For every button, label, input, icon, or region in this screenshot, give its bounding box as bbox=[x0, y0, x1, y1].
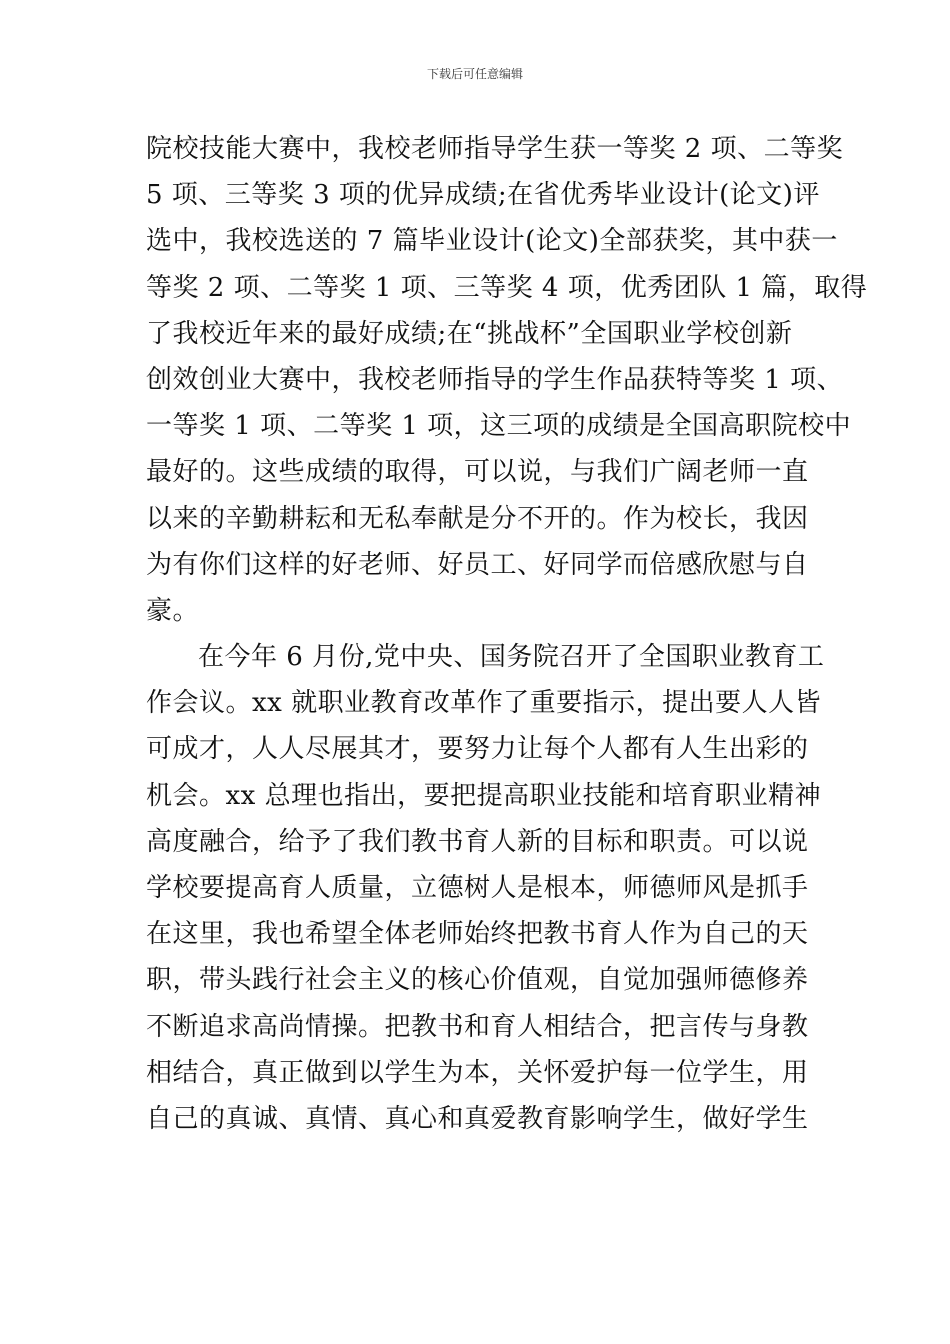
text-line: 高度融合，给予了我们教书育人新的目标和职责。可以说 bbox=[146, 826, 809, 857]
text-line: 豪。 bbox=[146, 595, 200, 626]
text-line: 选中，我校选送的 7 篇毕业设计(论文)全部获奖，其中获一 bbox=[146, 226, 838, 257]
paragraph-1 bbox=[146, 126, 868, 634]
text-line: 不断追求高尚情操。把教书和育人相结合，把言传与身教 bbox=[146, 1011, 809, 1042]
text-line: 机会。xx 总理也指出，要把提高职业技能和培育职业精神 bbox=[146, 780, 822, 811]
text-line: 以来的辛勤耕耘和无私奉献是分不开的。作为校长，我因 bbox=[146, 503, 809, 534]
text-line: 职，带头践行社会主义的核心价值观，自觉加强师德修养 bbox=[146, 965, 809, 996]
text-line: 作会议。xx 就职业教育改革作了重要指示，提出要人人皆 bbox=[146, 688, 822, 719]
text-line: 自己的真诚、真情、真心和真爱教育影响学生，做好学生 bbox=[146, 1103, 809, 1134]
text-line: 一等奖 1 项、二等奖 1 项，这三项的成绩是全国高职院校中 bbox=[146, 411, 852, 442]
text-line: 5 项、三等奖 3 项的优异成绩;在省优秀毕业设计(论文)评 bbox=[146, 180, 820, 211]
text-line: 院校技能大赛中，我校老师指导学生获一等奖 2 项、二等奖 bbox=[146, 134, 844, 164]
text-line: 在这里，我也希望全体老师始终把教书育人作为自己的天 bbox=[146, 919, 809, 950]
document-body bbox=[146, 126, 868, 1142]
text-line: 为有你们这样的好老师、好员工、好同学而倍感欣慰与自 bbox=[146, 549, 809, 580]
text-line: 创效创业大赛中，我校老师指导的学生作品获特等奖 1 项、 bbox=[146, 364, 844, 395]
text-line: 最好的。这些成绩的取得，可以说，与我们广阔老师一直 bbox=[146, 457, 809, 488]
text-line: 学校要提高育人质量，立德树人是根本，师德师风是抓手 bbox=[146, 873, 809, 903]
text-line: 相结合，真正做到以学生为本，关怀爱护每一位学生，用 bbox=[146, 1057, 809, 1088]
text-line: 在今年 6 月份,党中央、国务院召开了全国职业教育工 bbox=[198, 642, 825, 673]
text-line: 了我校近年来的最好成绩;在“挑战杯”全国职业学校创新 bbox=[146, 318, 793, 349]
text-line: 等奖 2 项、二等奖 1 项、三等奖 4 项，优秀团队 1 篇，取得 bbox=[146, 272, 868, 303]
page-header: 下载后可任意编辑 bbox=[426, 67, 523, 81]
text-line: 可成才，人人尽展其才，要努力让每个人都有人生出彩的 bbox=[146, 734, 809, 765]
paragraph-2 bbox=[146, 634, 825, 1142]
